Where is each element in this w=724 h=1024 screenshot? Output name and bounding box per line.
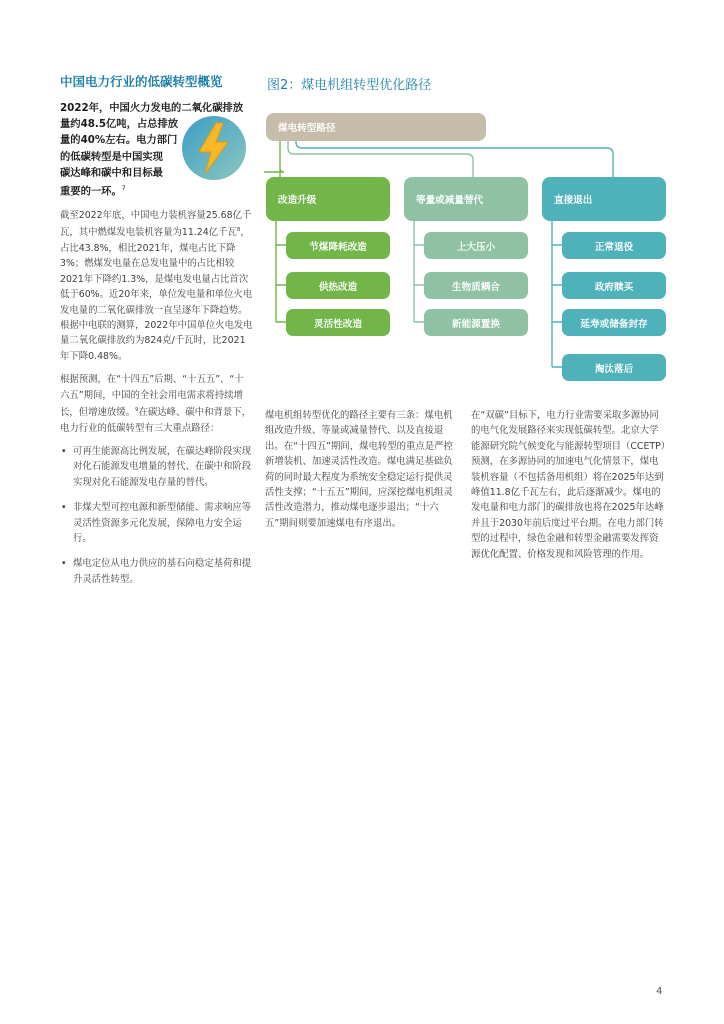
leaf-buyout: 政府赎买 <box>562 272 666 299</box>
right-column <box>471 408 667 562</box>
left-column <box>60 72 253 597</box>
lead-line-text: 重要的一环。 <box>60 185 122 198</box>
footnote-ref: 9 <box>135 407 139 413</box>
lead-line-last <box>60 181 176 200</box>
connector-line <box>276 221 286 322</box>
section-title: 中国电力行业的低碳转型概览 <box>60 74 223 89</box>
leaf-flexibility: 灵活性改造 <box>286 309 390 336</box>
lead-line: 2022年，中国火力发电的二氧化碳排放 <box>60 102 244 114</box>
leaf-replace-small: 上大压小 <box>424 232 528 259</box>
connector-line <box>552 221 562 367</box>
figure-title: 图2：煤电机组转型优化路径 <box>267 78 432 93</box>
key-paths-list <box>60 444 253 587</box>
para-text: 根据预测，在“十四五”后期、“十五五”、“十六五”期间，中国的全社会用电需求将持续增长，但增速放缓。 <box>60 374 244 419</box>
leaf-biomass: 生物质耦合 <box>424 272 528 299</box>
lightning-bolt-icon <box>180 114 248 182</box>
category-replacement: 等量或减量替代 <box>404 177 528 221</box>
para-text: 在碳达峰、碳中和背景下，电力行业的低碳转型有三大重点路径： <box>60 407 252 434</box>
middle-column <box>265 408 458 531</box>
root-node: 煤电转型路径 <box>266 113 486 141</box>
leaf-phase-out: 淘汰落后 <box>562 354 666 381</box>
leaf-extend-reserve: 延寿或储备封存 <box>562 309 666 336</box>
forecast-paragraph <box>60 372 253 436</box>
leaf-retire: 正常退役 <box>562 232 666 259</box>
transition-path-diagram <box>264 108 668 390</box>
intro-paragraph <box>60 208 253 364</box>
paths-paragraph: 煤电机组转型优化的路径主要有三条：煤电机组改造升级、等量或减量替代、以及直接退出。在“十四五”期间，煤电转型的重点是严控新增装机、加速灵活性改造。煤电满足基础负荷的同时最大程度为系统安全稳定运行提供灵活性支撑；“十五五”期间，应深挖煤电机组灵活性改造潜力，推动煤电逐步退出；“十六五”期间则要加速煤电有序退出。 <box>265 410 453 529</box>
para-text: 截至2022年底，中国电力装机容量25.68亿千瓦，其中燃煤发电装机容量为11.24亿千瓦 <box>60 210 252 239</box>
footnote-ref: 7 <box>121 185 126 193</box>
list-item: • 非煤大型可控电源和新型储能、需求响应等灵活性资源多元化发展，保障电力安全运行。 <box>60 500 253 546</box>
outlook-paragraph: 在“双碳”目标下，电力行业需要采取多源协同的电气化发展路径来实现低碳转型。北京大学能源研究院气候变化与能源转型项目（CCETP）预测，在多源协同的加速电气化情景下，煤电装机容量（不包括备用机组）将在2025年达到峰值11.8亿千瓦左右，此后逐渐减少。煤电的发电量和电力部门的碳排放也将在2025年达峰并且于2030年前后度过平台期。在电力部门转型的过程中，绿色金融和转型金融需要发挥资源优化配置、价格发现和风险管理的作用。 <box>471 410 666 560</box>
leaf-heating: 供热改造 <box>286 272 390 299</box>
leaf-energy-saving: 节煤降耗改造 <box>286 232 390 259</box>
list-item: • 可再生能源高比例发展，在碳达峰阶段实现对化石能源发电增量的替代、在碳中和阶段实现对化石能源发电存量的替代。 <box>60 444 253 490</box>
leaf-renewable-swap: 新能源置换 <box>424 309 528 336</box>
connector-line <box>288 141 473 177</box>
connector-line <box>296 141 613 177</box>
lead-block <box>60 100 253 200</box>
connector-line <box>264 141 284 177</box>
footnote-ref: 8 <box>236 227 241 234</box>
lead-line: 量的40%左右。电力部门 <box>60 134 178 147</box>
category-upgrade: 改造升级 <box>266 177 390 221</box>
lead-line: 量约48.5亿吨，占总排放 <box>60 118 179 131</box>
lead-line: 碳达峰和碳中和目标最 <box>60 166 163 179</box>
connector-line <box>414 221 424 322</box>
para-text: ，占比43.8%，相比2021年，煤电占比下降3%；燃煤发电量在总发电量中的占比相较2021年下降约1.3%，是煤电发电量占比首次低于60%。近20年来，单位发电量和单位火电发电量的二氧化碳排放一直呈逐年下降趋势。根据中电联的测算，2022年中国单位火电发电量二氧化碳排放约为824克/千瓦时，比2021年下降0.48%。 <box>60 227 253 362</box>
lead-line: 的低碳转型是中国实现 <box>60 150 163 163</box>
list-item: • 煤电定位从电力供应的基石向稳定基荷和提升灵活性转型。 <box>60 556 253 587</box>
category-exit: 直接退出 <box>542 177 666 221</box>
page-number: 4 <box>656 986 663 997</box>
